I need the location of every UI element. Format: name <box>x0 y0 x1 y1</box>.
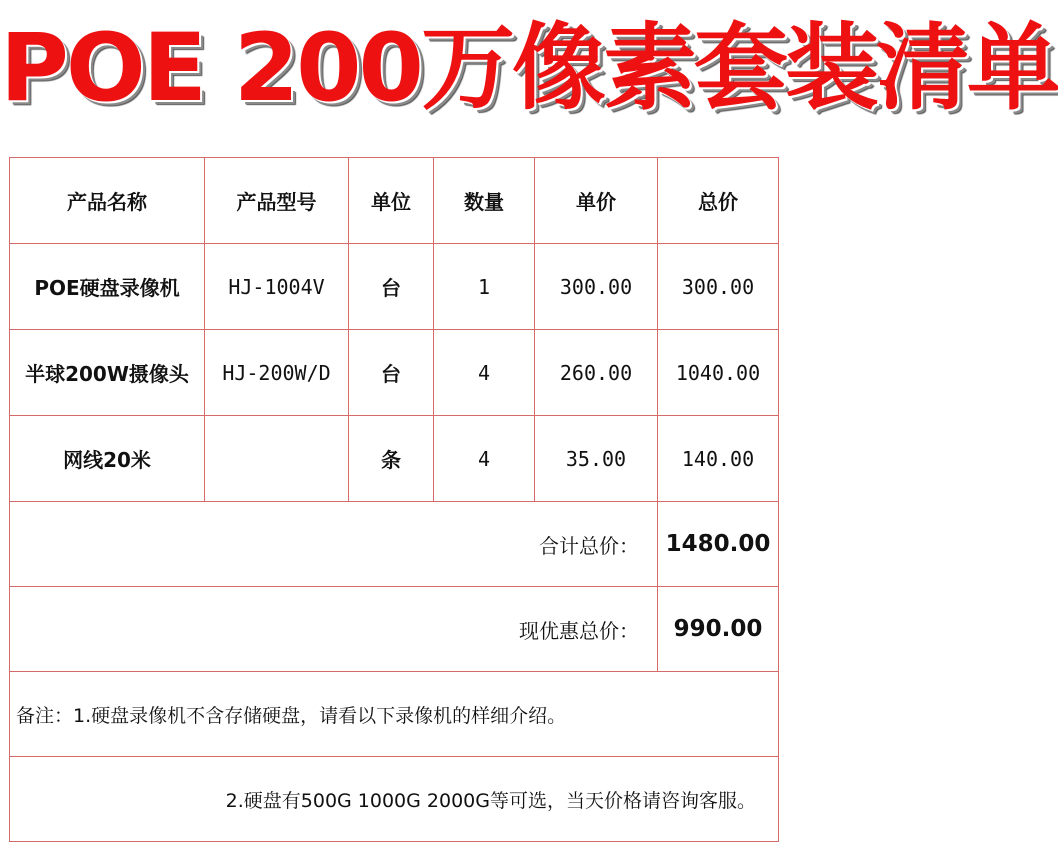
product-model-cell: HJ-1004V <box>205 244 349 330</box>
table-row <box>10 330 779 416</box>
product-model-cell: HJ-200W/D <box>205 330 349 416</box>
total-price-cell: 300.00 <box>658 244 779 330</box>
unit-price-cell: 260.00 <box>535 330 658 416</box>
subtotal-value: 1480.00 <box>658 502 779 587</box>
subtotal-label: 合计总价： <box>10 502 658 587</box>
product-list-table <box>9 157 779 842</box>
unit-price-cell: 300.00 <box>535 244 658 330</box>
table-header-row <box>10 158 779 244</box>
note-row-2 <box>10 757 779 842</box>
product-name-cell: 半球200W摄像头 <box>10 330 205 416</box>
unit-price-cell: 35.00 <box>535 416 658 502</box>
unit-cell: 条 <box>349 416 434 502</box>
total-price-cell: 140.00 <box>658 416 779 502</box>
page-title: POE 200万像素套装清单 <box>0 14 1058 123</box>
note-row-1 <box>10 672 779 757</box>
quantity-cell: 4 <box>434 330 535 416</box>
discount-label: 现优惠总价： <box>10 587 658 672</box>
subtotal-row <box>10 502 779 587</box>
table-row <box>10 416 779 502</box>
unit-cell: 台 <box>349 244 434 330</box>
column-header-model: 产品型号 <box>205 158 349 244</box>
column-header-quantity: 数量 <box>434 158 535 244</box>
product-model-cell <box>205 416 349 502</box>
product-name-cell: POE硬盘录像机 <box>10 244 205 330</box>
unit-cell: 台 <box>349 330 434 416</box>
note-2-text: 2.硬盘有500G 1000G 2000G等可选，当天价格请咨询客服。 <box>10 757 779 842</box>
quantity-cell: 4 <box>434 416 535 502</box>
column-header-name: 产品名称 <box>10 158 205 244</box>
quantity-cell: 1 <box>434 244 535 330</box>
product-name-cell: 网线20米 <box>10 416 205 502</box>
column-header-total-price: 总价 <box>658 158 779 244</box>
column-header-unit: 单位 <box>349 158 434 244</box>
discount-value: 990.00 <box>658 587 779 672</box>
table-row <box>10 244 779 330</box>
column-header-unit-price: 单价 <box>535 158 658 244</box>
note-1-text: 备注：1.硬盘录像机不含存储硬盘，请看以下录像机的样细介绍。 <box>10 672 779 757</box>
discount-row <box>10 587 779 672</box>
total-price-cell: 1040.00 <box>658 330 779 416</box>
